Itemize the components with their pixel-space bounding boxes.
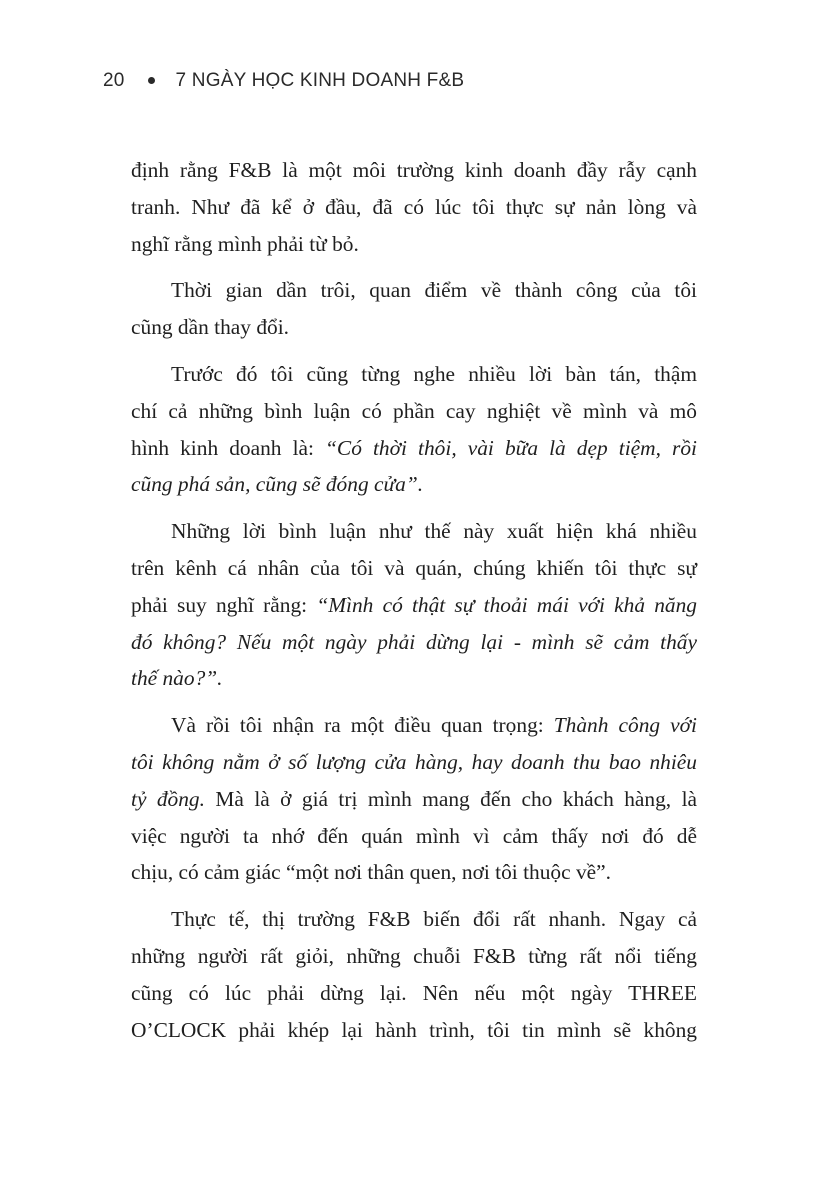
italic-quote: đó không? Nếu một ngày phải dừng lại - mình sẽ cảm thấy xyxy=(131,629,697,654)
italic-emphasis: Thành công với xyxy=(553,713,697,738)
running-header xyxy=(103,70,464,92)
paragraph xyxy=(131,513,697,697)
text-line: những người rất giỏi, những chuỗi F&B từng rất nổi tiếng xyxy=(131,943,697,968)
book-title: 7 NGÀY HỌC KINH DOANH F&B xyxy=(175,70,465,91)
text-line xyxy=(131,781,697,818)
paragraph xyxy=(131,272,697,346)
text-line: Thực tế, thị trường F&B biến đổi rất nhanh. Ngay cả xyxy=(171,907,697,932)
italic-quote: “Có thời thôi, vài bữa là dẹp tiệm, rồi xyxy=(325,435,697,460)
paragraph xyxy=(131,901,697,1048)
text-run: hình kinh doanh là: xyxy=(131,435,326,460)
text-line: cũng có lúc phải dừng lại. Nên nếu một ngày THREE xyxy=(131,980,697,1005)
text-line xyxy=(131,624,697,661)
text-line xyxy=(131,707,697,744)
text-line xyxy=(131,587,697,624)
text-line: Những lời bình luận như thế này xuất hiện khá nhiều xyxy=(171,519,697,544)
paragraph xyxy=(131,152,697,262)
italic-emphasis: tỷ đồng. xyxy=(131,786,205,811)
text-line: định rằng F&B là một môi trường kinh doanh đầy rẫy cạnh xyxy=(131,158,697,182)
paragraph xyxy=(131,707,697,891)
text-line: Trước đó tôi cũng từng nghe nhiều lời bàn tán, thậm xyxy=(171,361,697,386)
paragraph xyxy=(131,356,697,503)
text-line xyxy=(131,430,697,467)
text-line xyxy=(131,744,697,781)
body-text xyxy=(131,152,697,1048)
text-line xyxy=(131,660,697,697)
text-line: chí cả những bình luận có phần cay nghiệt về mình và mô xyxy=(131,398,697,423)
text-line xyxy=(131,466,697,503)
text-line: trên kênh cá nhân của tôi và quán, chúng khiến tôi thực sự xyxy=(131,555,697,580)
text-line: chịu, có cảm giác “một nơi thân quen, nơi tôi thuộc về”. xyxy=(131,860,612,885)
text-run: phải suy nghĩ rằng: xyxy=(131,592,317,617)
text-line: cũng dần thay đổi. xyxy=(131,315,290,340)
text-run: Mà là ở giá trị mình mang đến cho khách hàng, là xyxy=(204,786,698,811)
italic-quote: cũng phá sản, cũng sẽ đóng cửa”. xyxy=(131,472,424,497)
page-number: 20 xyxy=(103,70,125,91)
text-line: nghĩ rằng mình phải từ bỏ. xyxy=(131,231,359,256)
text-run: Và rồi tôi nhận ra một điều quan trọng: xyxy=(171,713,554,738)
text-line: O’CLOCK phải khép lại hành trình, tôi tin mình sẽ không xyxy=(131,1017,697,1042)
text-line: tranh. Như đã kể ở đầu, đã có lúc tôi thực sự nản lòng và xyxy=(131,194,697,219)
text-line: việc người ta nhớ đến quán mình vì cảm thấy nơi đó dễ xyxy=(131,823,697,848)
italic-quote: “Mình có thật sự thoải mái với khả năng xyxy=(316,592,697,617)
text-line: Thời gian dần trôi, quan điểm về thành công của tôi xyxy=(171,278,697,303)
italic-emphasis: tôi không nằm ở số lượng cửa hàng, hay doanh thu bao nhiêu xyxy=(131,749,697,774)
italic-quote: thế nào?”. xyxy=(131,666,223,691)
bullet-separator-icon xyxy=(148,77,155,84)
